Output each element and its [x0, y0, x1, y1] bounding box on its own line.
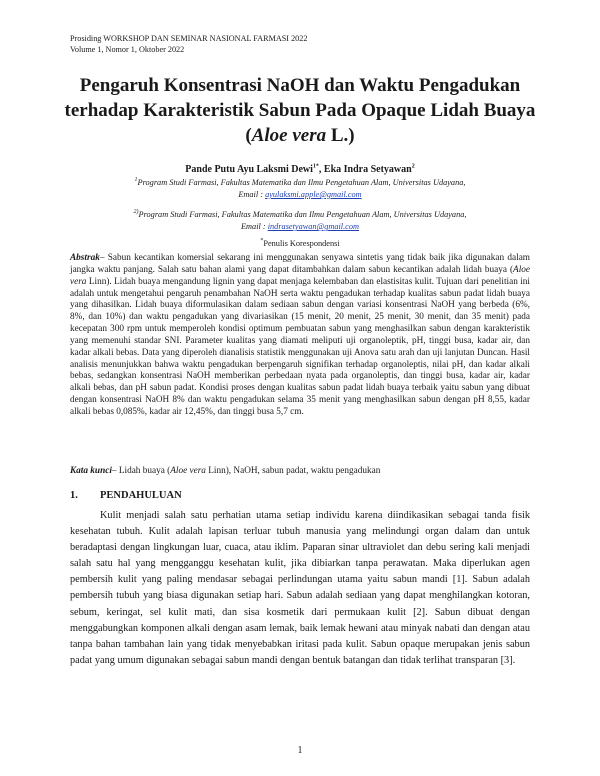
keywords-label: Kata kunci: [70, 466, 112, 476]
corresponding-mark: *: [260, 238, 264, 245]
affiliation-2-institution: Program Studi Farmasi, Fakultas Matematika dan Ilmu Pengetahuan Alam, Universitas Udayana,: [138, 210, 467, 219]
affiliation-1-institution: Program Studi Farmasi, Fakultas Matematika dan Ilmu Pengetahuan Alam, Universitas Udayana,: [137, 178, 466, 187]
affiliation-1-text: [60, 177, 540, 189]
volume-info: Volume 1, Nomor 1, Oktober 2022: [70, 45, 185, 54]
author-2-name: Eka Indra Setyawan: [323, 164, 412, 175]
page-number: 1: [297, 745, 303, 756]
section-number: 1.: [70, 490, 78, 501]
keywords: [70, 465, 530, 477]
abstract-text-1: Sabun kecantikan komersial sekarang ini menggunakan senyawa sintetis yang tidak baik jika digunakan dalam jangka waktu panjang. Salah satu bahan alami yang dapat ditambahkan dalam sabun kecantikan adalah lidah buaya (: [70, 253, 530, 275]
author-separator: ,: [318, 164, 324, 175]
author-2-mark: 2: [411, 163, 415, 170]
title-main: Pengaruh Konsentrasi NaOH dan Waktu Pengadukan terhadap Karakteristik Sabun Pada Opaque Lidah Buaya (: [64, 75, 536, 146]
affiliation-2-mark: 2): [133, 209, 139, 216]
abstract: [70, 253, 530, 419]
email-1-label: Email :: [238, 190, 266, 199]
introduction-paragraph: Kulit menjadi salah satu perhatian utama setiap individu karena diindikasikan sebagai tanda fisik kesehatan tubuh. Kulit adalah lapisan terluar tubuh manusia yang melindungi organ dalam dan untuk beradaptasi dengan lingkungan luar, cuaca, atau iklim. Paparan sinar ultraviolet dan debu sering kali menjadi salah satu hal yang mengganggu kesehatan kulit, jika dibiarkan tanpa perawatan. Maka diperlukan agen pembersih kulit yang paling mendasar sebagai perlindungan utama yaitu sabun mandi [1]. Sabun adalah pembersih tubuh yang biasa digunakan setiap hari. Sabun adalah sediaan yang dapat menghilangkan kotoran, sebum, keringat, sel kulit mati, dan sisa kosmetik dari permukaan kulit [2]. Sabun dibuat dengan menggabungkan komponen alkali dengan asam lemak, baik lemak hewani atau minyak nabati dan dengan atau tanpa bahan tambahan lain yang tidak menyebabkan iritasi pada kulit. Sabun opaque merupakan jenis sabun padat yang umum digunakan sebagai sabun mandi dengan bentuk batangan dan tidak terlihat transparan [3].: [70, 510, 530, 666]
author-list: [60, 163, 540, 176]
affiliation-2-email-line: [60, 221, 540, 233]
proceedings-header: [70, 33, 307, 55]
keywords-dash: –: [111, 466, 119, 476]
affiliation-1: [60, 177, 540, 201]
affiliation-2-text: [60, 209, 540, 221]
paper-title: [60, 73, 540, 148]
title-suffix: L.): [326, 125, 355, 146]
keywords-text-2: Linn), NaOH, sabun padat, waktu pengadukan: [205, 466, 381, 476]
affiliation-1-email-line: [60, 189, 540, 201]
author-1-name: Pande Putu Ayu Laksmi Dewi: [185, 164, 313, 175]
affiliation-1-mark: 1: [134, 177, 138, 184]
affiliation-2: [60, 209, 540, 233]
keywords-text-1: Lidah buaya (: [118, 466, 171, 476]
abstract-species: Aloe vera: [70, 264, 530, 287]
author-1-mark: 1*: [312, 163, 319, 170]
section-title: PENDAHULUAN: [100, 490, 182, 501]
abstract-text-2: Linn). Lidah buaya mengandung lignin yang dapat menjaga kelembaban dan elastisitas kulit. Tujuan dari penelitian ini adalah untuk mengetahui pengaruh penambahan NaOH serta waktu pengadukan terhadap kualitas sabun padat lidah buaya yang dihasilkan. Lidah buaya diformulasikan dalam sediaan sabun dengan variasi konsentrasi NaOH yang berbeda (6%, 8%, dan 10%) dan waktu pengadukan yang divariasikan (15 menit, 20 menit, 25 menit, 30 menit, dan 35 menit) pada kecepatan 300 rpm untuk memperoleh kondisi optimum pembuatan sabun yang menghasilkan sabun dengan karakteristik yang memenuhi standar SNI. Parameter kualitas yang diamati meliputi uji organoleptik, pH, tinggi busa, kadar air, dan kadar alkali bebas. Data yang diperoleh dianalisis statistik menggunakan uji Anova satu arah dan uji lanjutan Duncan. Hasil analisis menunjukkan bahwa waktu pengadukan berpengaruh signifikan terhadap organoleptis, nilai pH, dan kadar alkali bebas, sedangkan konsentrasi NaOH memberikan perbedaan nyata pada organoleptis, dan tinggi busa, kadar air, kadar alkali bebas, dan pH sabun padat. Kondisi proses dengan kualitas sabun padat lidah buaya terbaik yaitu sabun yang dibuat dengan konsentrasi NaOH 8% dan waktu pengadukan selama 35 menit yang menghasilkan sabun dengan pH 8,55, kadar alkali bebas 0,085%, kadar air 12,45%, dan tinggi busa 5,7 cm.: [70, 276, 530, 417]
title-species: Aloe vera: [251, 125, 327, 146]
abstract-label: Abstrak: [70, 253, 100, 263]
corresponding-author-note: [60, 238, 540, 250]
abstract-dash: –: [99, 253, 108, 263]
keywords-species: Aloe vera: [170, 466, 206, 476]
proceedings-title: Prosiding WORKSHOP DAN SEMINAR NASIONAL FARMASI 2022: [70, 34, 308, 43]
corresponding-text: Penulis Korespondensi: [263, 239, 340, 248]
author-1-email-link[interactable]: ayulaksmi.apple@gmail.com: [265, 190, 362, 199]
author-2-email-link[interactable]: indrasetyawan@gmail.com: [267, 222, 360, 231]
section-heading: [70, 489, 182, 502]
email-2-label: Email :: [240, 222, 268, 231]
